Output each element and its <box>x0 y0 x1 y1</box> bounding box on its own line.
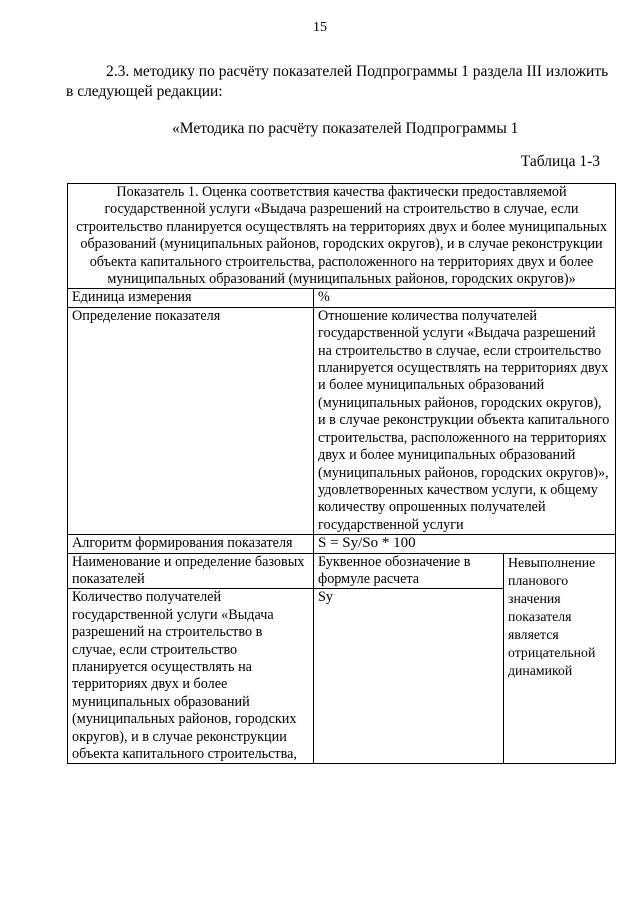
table-label: Таблица 1-3 <box>520 153 600 170</box>
base-name-label: Наименование и определение базовых показателей <box>68 553 314 589</box>
intro-paragraph: 2.3. методику по расчёту показателей Подпрограммы 1 раздела III изложить в следующей редакции: <box>66 63 609 100</box>
algorithm-formula: S = Sy/So * 100 <box>314 535 616 553</box>
unit-label: Единица измерения <box>68 289 314 307</box>
base-indicator-name: Количество получателей государственной услуги «Выдача разрешений на строительство в случае, если строительство планируется осуществлять на территориях двух и более муниципальных образований (муниципальных районов, городских округов), и в случае реконструкции объекта капитального строительства, <box>68 589 314 764</box>
table-header-row <box>68 184 616 289</box>
base-symbol-label: Буквенное обозначение в формуле расчета <box>314 553 504 589</box>
base-indicator-symbol: Sy <box>314 589 504 764</box>
definition-row <box>68 307 616 534</box>
algorithm-row <box>68 535 616 553</box>
algorithm-label: Алгоритм формирования показателя <box>68 535 314 553</box>
definition-value: Отношение количества получателей государственной услуги «Выдача разрешений на строительство в случае, если строительство планируется осуществлять на территориях двух и более муниципальных образований (муниципальных районов, городских округов), и в случае реконструкции объекта капитального строительства, расположенного на территориях двух и более муниципальных образований (муниципальных районов, городских округов)», удовлетворенных качеством услуги, к общему количеству опрошенных получателей государственной услуги <box>314 307 616 534</box>
unit-row <box>68 289 616 307</box>
definition-label: Определение показателя <box>68 307 314 534</box>
method-title: «Методика по расчёту показателей Подпрограммы 1 <box>172 120 519 137</box>
indicator-header: Показатель 1. Оценка соответствия качества фактически предоставляемой государственной услуги «Выдача разрешений на строительство в случае, если строительство планируется осуществлять на территориях двух и более муниципальных образований (муниципальных районов, городских округов), и в случае реконструкции объекта капитального строительства, расположенного на территориях двух и более муниципальных образований (муниципальных районов, городских округов)» <box>68 184 616 289</box>
negative-dynamics-note: Невыполнение планового значения показателя является отрицательной динамикой <box>504 553 616 764</box>
indicator-table <box>67 183 616 764</box>
unit-value: % <box>314 289 616 307</box>
page-number: 15 <box>313 20 327 35</box>
base-header-row <box>68 553 616 589</box>
